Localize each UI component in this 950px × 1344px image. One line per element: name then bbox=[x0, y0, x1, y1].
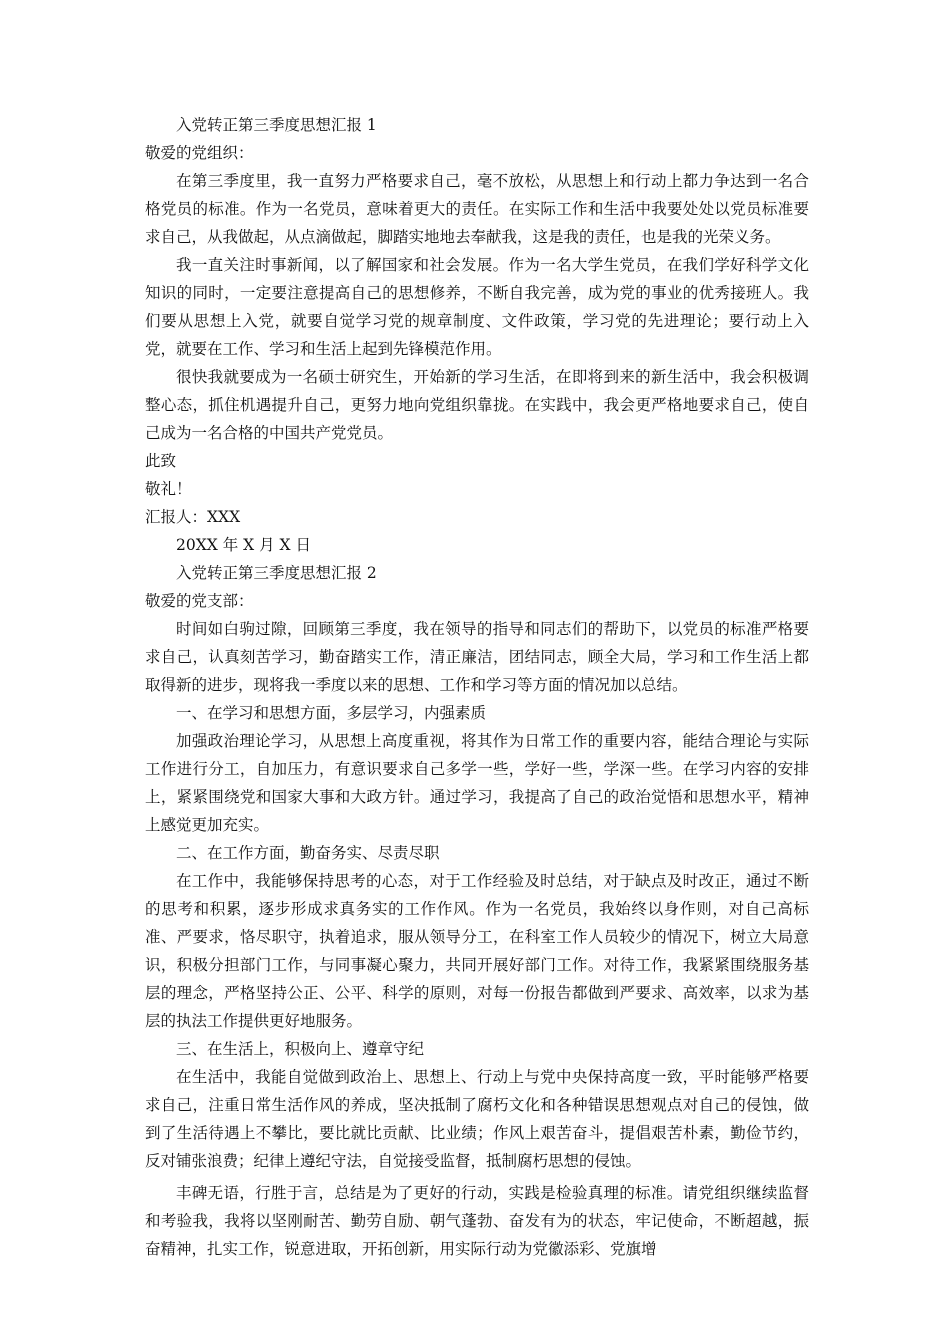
report1-date: 20XX 年 X 月 X 日 bbox=[176, 536, 311, 554]
report2-section1-heading: 一、在学习和思想方面，多层学习，内强素质 bbox=[176, 704, 487, 722]
report1-closing-line1: 此致 bbox=[145, 452, 177, 470]
document-page bbox=[145, 111, 809, 1263]
report1-title: 入党转正第三季度思想汇报 1 bbox=[176, 116, 377, 134]
report2-section2-heading: 二、在工作方面，勤奋务实、尽责尽职 bbox=[176, 844, 440, 862]
report1-paragraph: 很快我就要成为一名硕士研究生，开始新的学习生活，在即将到来的新生活中，我会积极调整心态，抓住机遇提升自己，更努力地向党组织靠拢。在实践中，我会更严格地要求自己，使自己成为一名合格的中国共产党党员。 bbox=[145, 368, 809, 442]
report2-section1-body: 加强政治理论学习，从思想上高度重视，将其作为日常工作的重要内容，能结合理论与实际工作进行分工，自加压力，有意识要求自己多学一些，学好一些，学深一些。在学习内容的安排上，紧紧围绕党和国家大事和大政方针。通过学习，我提高了自己的政治觉悟和思想水平，精神上感觉更加充实。 bbox=[145, 732, 809, 834]
report2-conclusion: 丰碑无语，行胜于言，总结是为了更好的行动，实践是检验真理的标准。请党组织继续监督和考验我，我将以坚刚耐苦、勤劳自励、朝气蓬勃、奋发有为的状态，牢记使命，不断超越，振奋精神，扎实工作，锐意进取，开拓创新，用实际行动为党徽添彩、党旗增 bbox=[145, 1184, 809, 1258]
report2-section2-body: 在工作中，我能够保持思考的心态，对于工作经验及时总结，对于缺点及时改正，通过不断的思考和积累，逐步形成求真务实的工作作风。作为一名党员，我始终以身作则，对自己高标准、严要求，恪尽职守，执着追求，服从领导分工，在科室工作人员较少的情况下，树立大局意识，积极分担部门工作，与同事凝心聚力，共同开展好部门工作。对待工作，我紧紧围绕服务基层的理念，严格坚持公正、公平、科学的原则，对每一份报告都做到严要求、高效率，以求为基层的执法工作提供更好地服务。 bbox=[145, 872, 809, 1030]
report1-paragraph: 我一直关注时事新闻，以了解国家和社会发展。作为一名大学生党员，在我们学好科学文化知识的同时，一定要注意提高自己的思想修养，不断自我完善，成为党的事业的优秀接班人。我们要从思想上入党，就要自觉学习党的规章制度、文件政策，学习党的先进理论；要行动上入党，就要在工作、学习和生活上起到先锋模范作用。 bbox=[145, 256, 809, 358]
report1-paragraph: 在第三季度里，我一直努力严格要求自己，毫不放松，从思想上和行动上都力争达到一名合格党员的标准。作为一名党员，意味着更大的责任。在实际工作和生活中我要处处以党员标准要求自己，从我做起，从点滴做起，脚踏实地地去奉献我，这是我的责任，也是我的光荣义务。 bbox=[145, 172, 809, 246]
report2-intro: 时间如白驹过隙，回顾第三季度，我在领导的指导和同志们的帮助下，以党员的标准严格要求自己，认真刻苦学习，勤奋踏实工作，清正廉洁，团结同志，顾全大局，学习和工作生活上都取得新的进步，现将我一季度以来的思想、工作和学习等方面的情况加以总结。 bbox=[145, 620, 809, 694]
report2-salutation: 敬爱的党支部： bbox=[145, 592, 254, 610]
report1-closing-line2: 敬礼！ bbox=[145, 480, 192, 498]
report1-salutation: 敬爱的党组织： bbox=[145, 144, 254, 162]
report1-reporter: 汇报人：XXX bbox=[145, 508, 241, 526]
report2-section3-heading: 三、在生活上，积极向上、遵章守纪 bbox=[176, 1040, 425, 1058]
report2-section3-body: 在生活中，我能自觉做到政治上、思想上、行动上与党中央保持高度一致，平时能够严格要求自己，注重日常生活作风的养成，坚决抵制了腐朽文化和各种错误思想观点对自己的侵蚀，做到了生活待遇上不攀比，要比就比贡献、比业绩；作风上艰苦奋斗，提倡艰苦朴素，勤俭节约，反对铺张浪费；纪律上遵纪守法，自觉接受监督，抵制腐朽思想的侵蚀。 bbox=[145, 1068, 809, 1170]
report2-title: 入党转正第三季度思想汇报 2 bbox=[176, 564, 377, 582]
